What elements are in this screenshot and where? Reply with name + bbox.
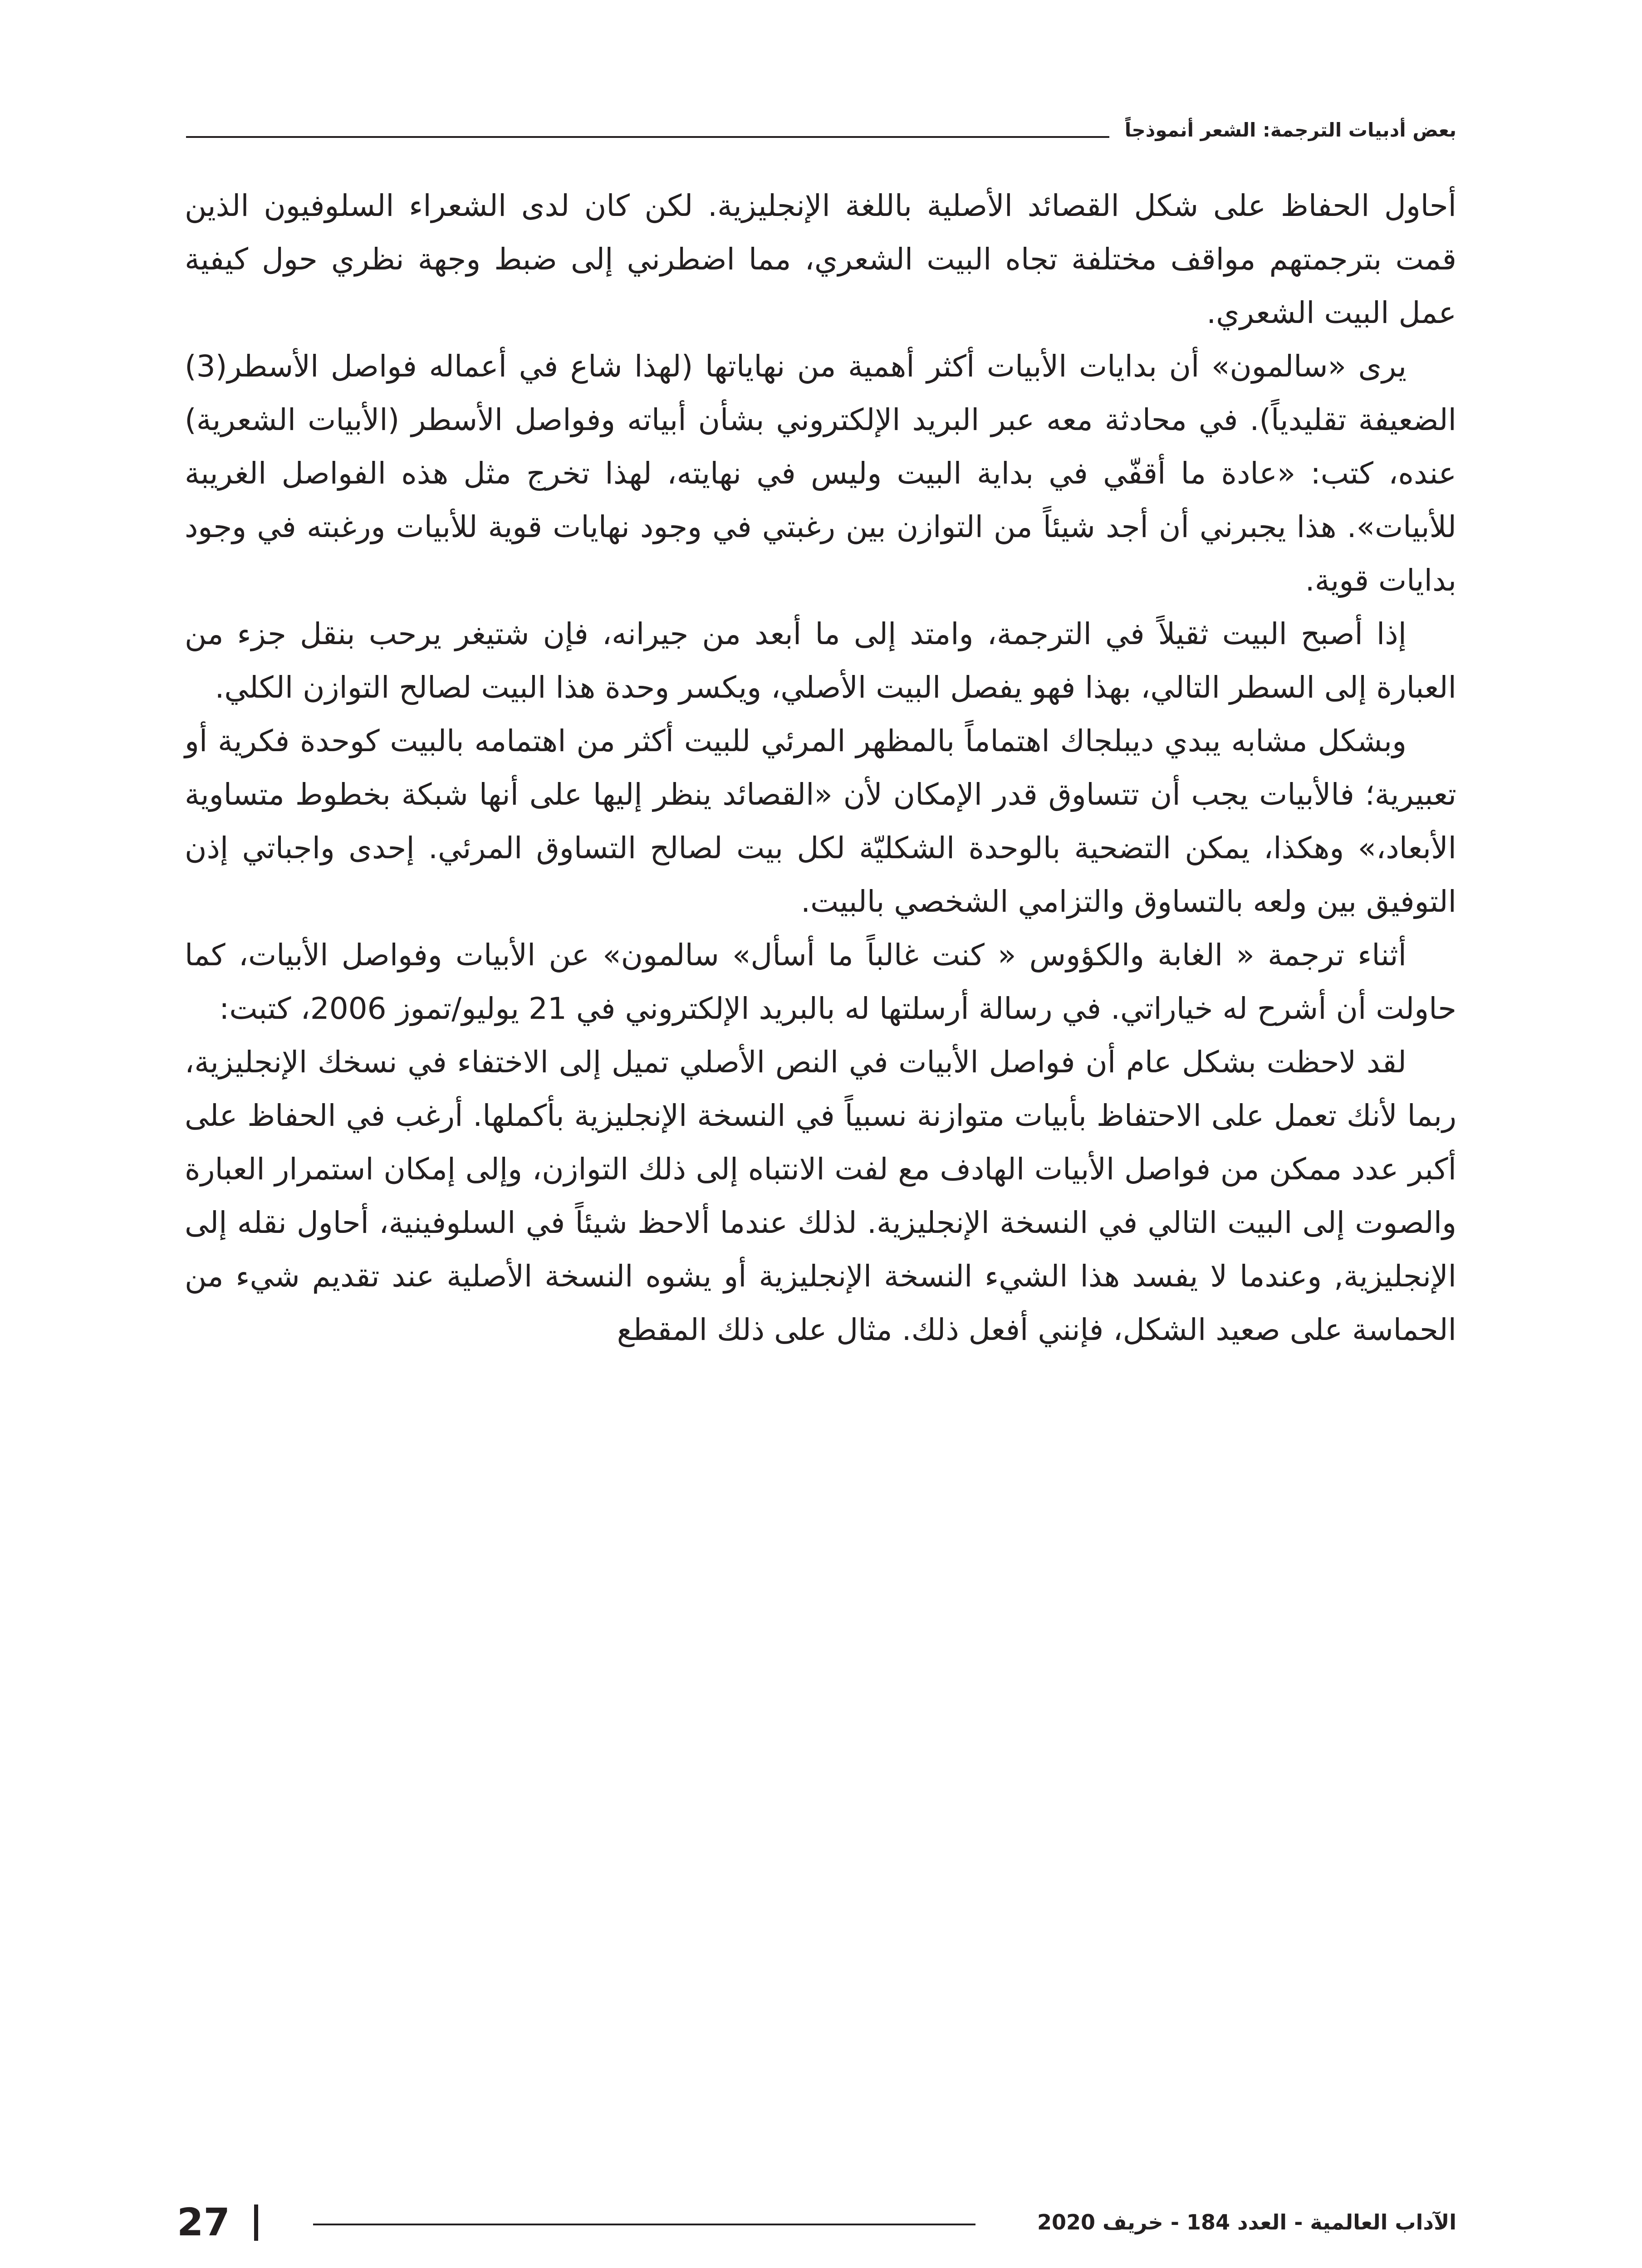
article-body [185,179,1456,1357]
running-header [186,117,1456,140]
body-paragraph: وبشكل مشابه يبدي ديبلجاك اهتماماً بالمظهر المرئي للبيت أكثر من اهتمامه بالبيت كوحدة فكرية أو تعبيرية؛ فالأبيات يجب أن تتساوق قدر الإمكان لأن «القصائد ينظر إليها على أنها شبكة بخطوط متساوية الأبعاد،» وهكذا، يمكن التضحية بالوحدة الشكليّة لكل بيت لصالح التساوق المرئي. إحدى واجباتي إذن التوفيق بين ولعه بالتساوق والتزامي الشخصي بالبيت. [185,723,1456,919]
body-paragraph: أحاول الحفاظ على شكل القصائد الأصلية باللغة الإنجليزية. لكن كان لدى الشعراء السلوفيون الذين قمت بترجمتهم مواقف مختلفة تجاه البيت الشعري، مما اضطرني إلى ضبط وجهة نظري حول كيفية عمل البيت الشعري. [185,188,1456,330]
body-paragraph: إذا أصبح البيت ثقيلاً في الترجمة، وامتد إلى ما أبعد من جيرانه، فإن شتيغر يرحب بنقل جزء من العبارة إلى السطر التالي، بهذا فهو يفصل البيت الأصلي، ويكسر وحدة هذا البيت لصالح التوازن الكلي. [185,616,1456,705]
body-paragraph: يرى «سالمون» أن بدايات الأبيات أكثر أهمية من نهاياتها (لهذا شاع في أعماله فواصل الأسطر(3) الضعيفة تقليدياً). في محادثة معه عبر البريد الإلكتروني بشأن أبياته وفواصل الأسطر (الأبيات الشعرية) عنده، كتب: «عادة ما أقفّي في بداية البيت وليس في نهايته، لهذا تخرج مثل هذه الفواصل الغريبة للأبيات». هذا يجبرني أن أجد شيئاً من التوازن بين رغبتي في وجود نهايات قوية للأبيات ورغبته في وجود بدايات قوية. [185,349,1456,598]
page-number: 27 [177,2200,230,2244]
body-paragraph: لقد لاحظت بشكل عام أن فواصل الأبيات في النص الأصلي تميل إلى الاختفاء في نسخك الإنجليزية، ربما لأنك تعمل على الاحتفاظ بأبيات متوازنة نسبياً في النسخة الإنجليزية بأكملها. أرغب في الحفاظ على أكبر عدد ممكن من فواصل الأبيات الهادف مع لفت الانتباه إلى ذلك التوازن، وإلى إمكان استمرار العبارة والصوت إلى البيت التالي في النسخة الإنجليزية. لذلك عندما ألاحظ شيئاً في السلوفينية، أحاول نقله إلى الإنجليزية, وعندما لا يفسد هذا الشيء النسخة الإنجليزية أو يشوه النسخة الأصلية عند تقديم شيء من الحماسة على صعيد الشكل، فإنني أفعل ذلك. مثال على ذلك المقطع [185,1045,1456,1347]
running-title: بعض أدبيات الترجمة: الشعر أنموذجاً [1109,117,1456,143]
page-footer [177,2200,1456,2250]
footer-separator-bar [254,2204,258,2241]
journal-issue: الآداب العالمية - العدد 184 - خريف 2020 [1037,2210,1456,2234]
body-paragraph: أثناء ترجمة « الغابة والكؤوس « كنت غالباً ما أسأل» سالمون» عن الأبيات وفواصل الأبيات، كما حاولت أن أشرح له خياراتي. في رسالة أرسلتها له بالبريد الإلكتروني في 21 يوليو/تموز 2006، كتبت: [185,938,1456,1026]
footer-rule [313,2224,975,2225]
